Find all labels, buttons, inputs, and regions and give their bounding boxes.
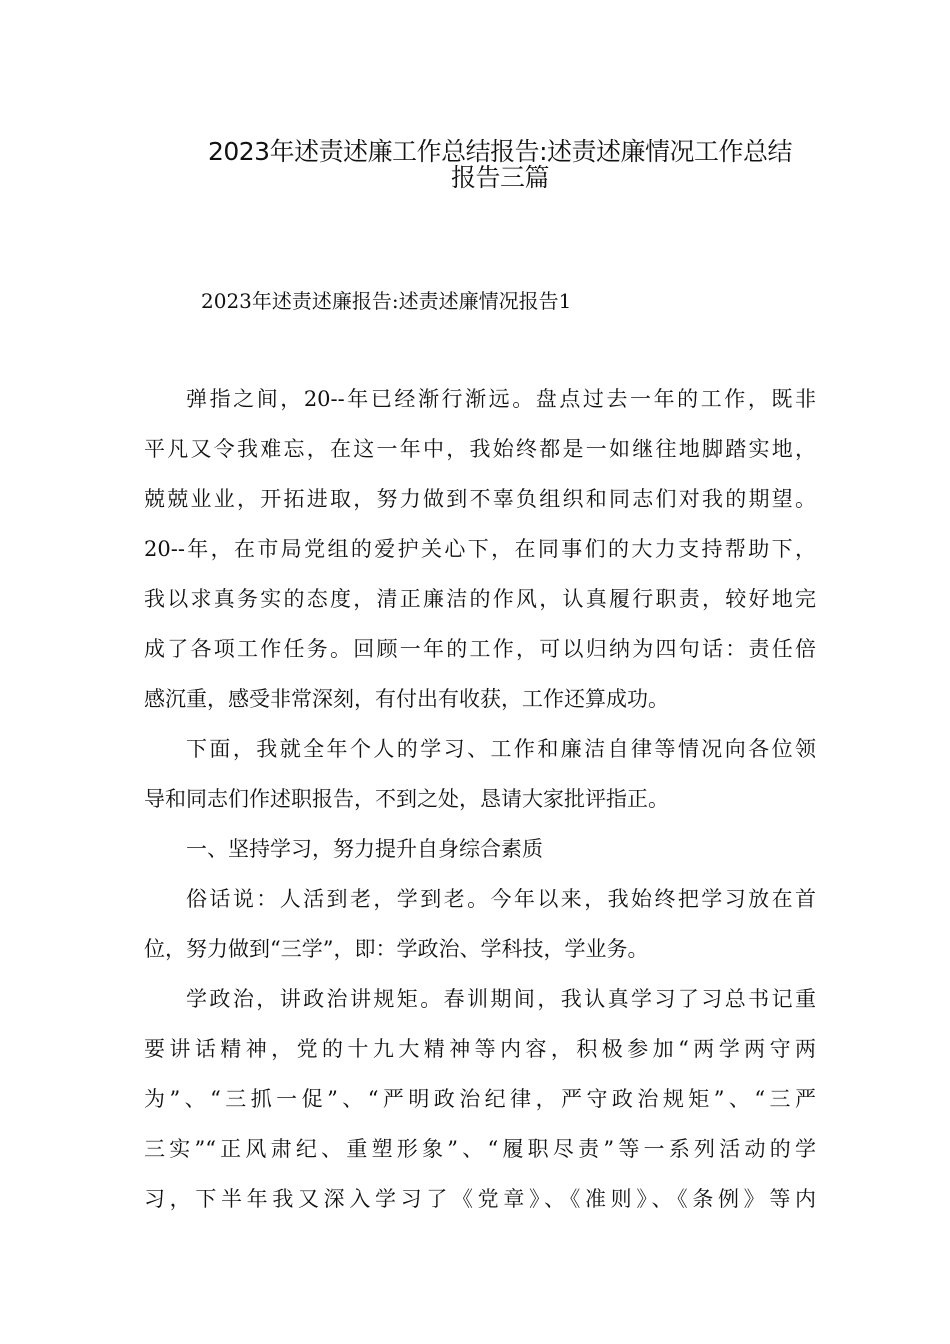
body-line: 俗话说：人活到老，学到老。今年以来，我始终把学习放在首 — [186, 887, 816, 911]
body-line: 为”、“三抓一促”、“严明政治纪律，严守政治规矩”、“三严 — [144, 1087, 816, 1111]
body-line: 学政治，讲政治讲规矩。春训期间，我认真学习了习总书记重 — [186, 987, 816, 1011]
body-line: 感沉重，感受非常深刻，有付出有收获，工作还算成功。 — [144, 687, 669, 711]
body-line: 下面，我就全年个人的学习、工作和廉洁自律等情况向各位领 — [186, 737, 816, 761]
body-line: 要讲话精神，党的十九大精神等内容，积极参加“两学两守两 — [144, 1037, 816, 1061]
body-line: 位，努力做到“三学”，即：学政治、学科技，学业务。 — [144, 937, 649, 961]
body-line: 兢兢业业，开拓进取，努力做到不辜负组织和同志们对我的期望。 — [144, 487, 816, 511]
document-title-line-1: 2023年述责述廉工作总结报告:述责述廉情况工作总结 — [207, 137, 793, 166]
body-text — [144, 374, 816, 1224]
section-subtitle: 2023年述责述廉报告:述责述廉情况报告1 — [201, 289, 572, 313]
body-line: 三实”“正风肃纪、重塑形象”、“履职尽责”等一系列活动的学 — [144, 1137, 816, 1161]
body-line: 我以求真务实的态度，清正廉洁的作风，认真履行职责，较好地完 — [144, 587, 816, 611]
body-line: 成了各项工作任务。回顾一年的工作，可以归纳为四句话：责任倍 — [144, 637, 816, 661]
body-line: 弹指之间，20--年已经渐行渐远。盘点过去一年的工作，既非 — [186, 387, 816, 411]
body-line: 平凡又令我难忘，在这一年中，我始终都是一如继往地脚踏实地， — [144, 437, 816, 461]
body-line: 导和同志们作述职报告，不到之处，恳请大家批评指正。 — [144, 787, 669, 811]
body-line: 习，下半年我又深入学习了《党章》、《准则》、《条例》等内 — [144, 1187, 816, 1211]
body-line: 20--年，在市局党组的爱护关心下，在同事们的大力支持帮助下， — [144, 537, 816, 561]
section-heading: 一、坚持学习，努力提升自身综合素质 — [186, 837, 543, 861]
document-title-line-2: 报告三篇 — [450, 163, 549, 192]
